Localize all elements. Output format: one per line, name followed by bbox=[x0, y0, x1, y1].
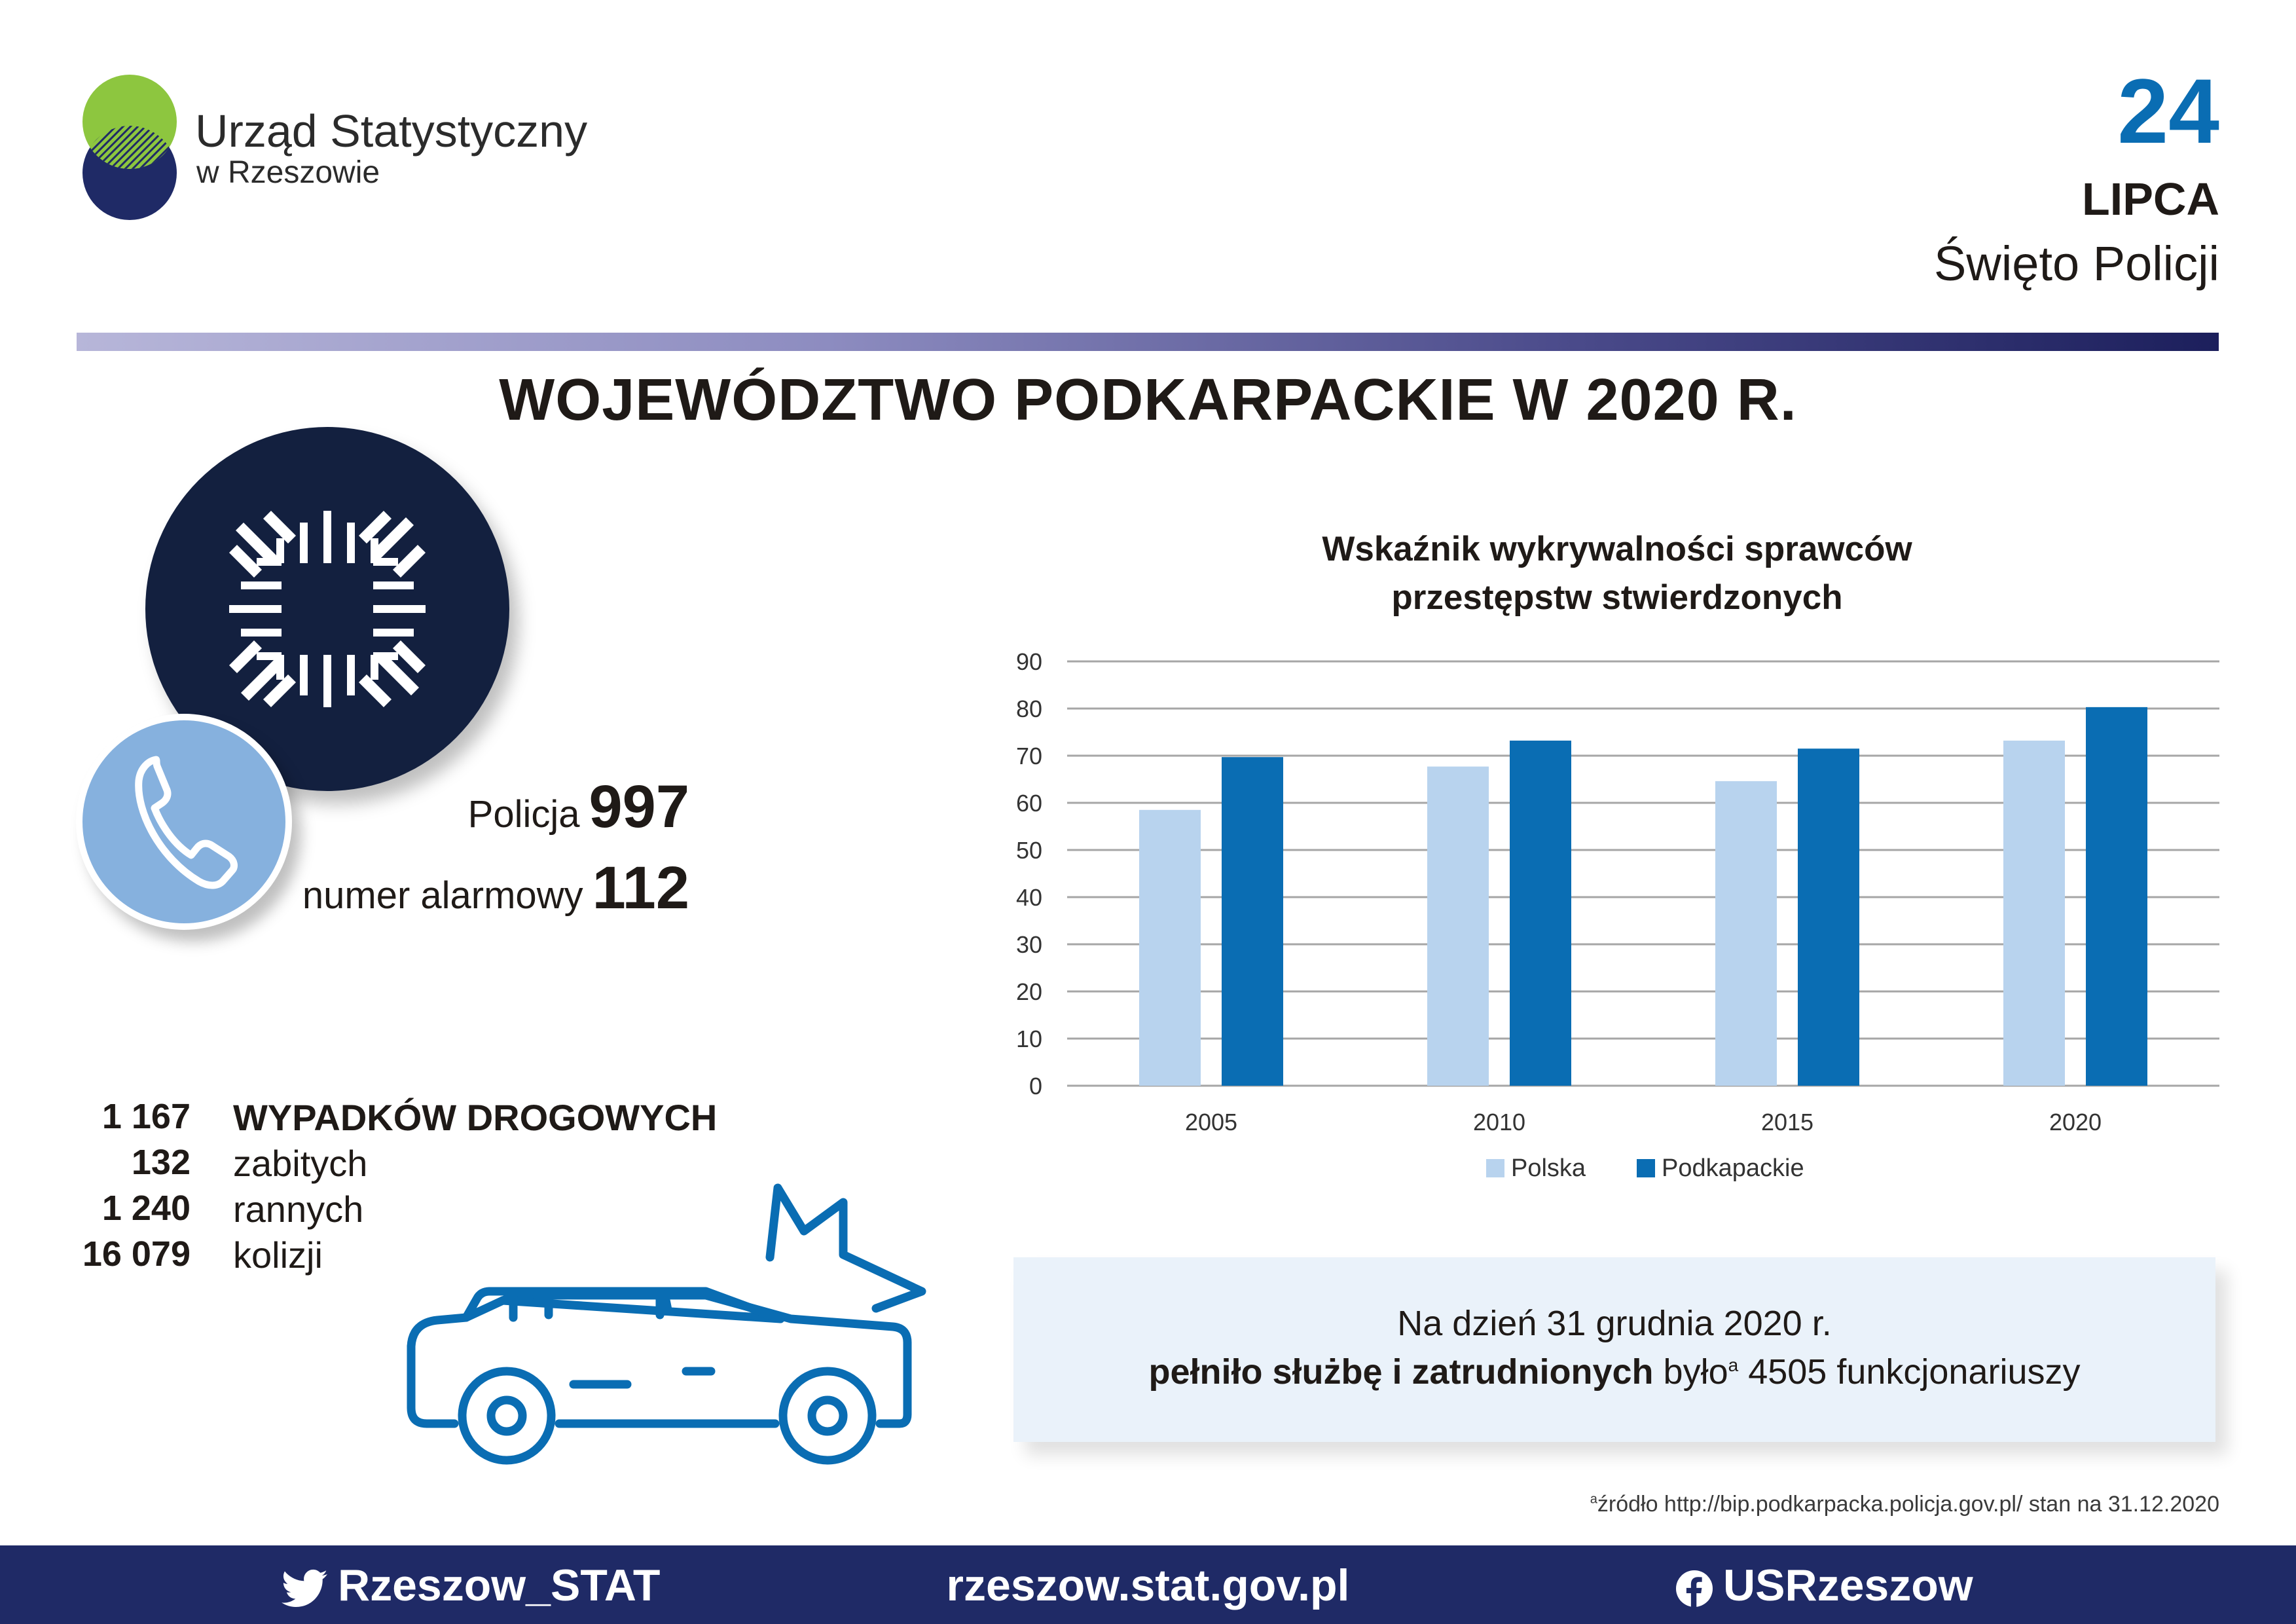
info-box bbox=[1013, 1257, 2215, 1442]
alarm-label: numer alarmowy bbox=[302, 874, 583, 917]
date-month: LIPCA bbox=[2082, 174, 2219, 225]
y-tick-label: 40 bbox=[1015, 884, 1042, 911]
legend-swatch bbox=[1486, 1159, 1504, 1177]
y-tick-label: 50 bbox=[1015, 837, 1042, 864]
twitter-handle: Rzeszow_STAT bbox=[338, 1560, 661, 1610]
stat-injured-label: rannych bbox=[233, 1189, 364, 1230]
info-mid-text: było bbox=[1653, 1352, 1728, 1392]
legend-label: Podkapackie bbox=[1662, 1154, 1804, 1182]
car-crash-icon bbox=[398, 1179, 935, 1480]
stat-killed-value: 132 bbox=[131, 1143, 191, 1182]
bar-polska bbox=[1715, 781, 1777, 1086]
stat-injured-value: 1 240 bbox=[101, 1189, 191, 1228]
chart-title-line2: przestępstw stwierdzonych bbox=[1391, 578, 1843, 617]
bar-podkarpackie bbox=[1798, 748, 1859, 1086]
y-tick-label: 20 bbox=[1015, 978, 1042, 1005]
facebook-icon bbox=[1676, 1570, 1713, 1607]
phone-badge bbox=[76, 714, 292, 930]
info-bold-text: pełniło służbę i zatrudnionych bbox=[1148, 1352, 1654, 1392]
y-tick-label: 60 bbox=[1015, 790, 1042, 817]
x-tick-label: 2010 bbox=[1472, 1109, 1526, 1135]
alarm-number: 112 bbox=[592, 855, 689, 921]
x-tick-label: 2020 bbox=[2049, 1109, 2102, 1135]
bar-chart bbox=[982, 642, 2239, 1218]
header-divider bbox=[77, 333, 2219, 351]
stat-accidents-label: WYPADKÓW DROGOWYCH bbox=[233, 1097, 718, 1138]
org-name: Urząd Statystyczny bbox=[195, 105, 588, 157]
footer-facebook-link[interactable] bbox=[1676, 1560, 1973, 1611]
bar-podkarpackie bbox=[1222, 757, 1283, 1086]
legend-swatch bbox=[1637, 1159, 1655, 1177]
y-tick-label: 90 bbox=[1015, 648, 1042, 675]
info-end-text: 4505 funkcjonariuszy bbox=[1738, 1352, 2081, 1392]
bar-podkarpackie bbox=[1510, 741, 1571, 1086]
source-footnote-mark: a bbox=[1590, 1492, 1597, 1507]
info-line1: Na dzień 31 grudnia 2020 r. bbox=[1397, 1304, 1832, 1343]
police-contact bbox=[468, 773, 689, 841]
info-line2 bbox=[1013, 1352, 2215, 1392]
legend-label: Polska bbox=[1511, 1154, 1586, 1182]
source-note bbox=[1590, 1492, 2219, 1517]
info-footnote-mark: a bbox=[1728, 1355, 1739, 1375]
x-tick-label: 2015 bbox=[1760, 1109, 1814, 1135]
stat-collisions-label: kolizji bbox=[233, 1234, 323, 1276]
y-tick-label: 10 bbox=[1015, 1025, 1042, 1052]
bar-podkarpackie bbox=[2086, 707, 2147, 1086]
stat-killed-label: zabitych bbox=[233, 1143, 368, 1184]
stat-accidents-value: 1 167 bbox=[101, 1097, 191, 1136]
x-tick-label: 2005 bbox=[1184, 1109, 1238, 1135]
facebook-handle: USRzeszow bbox=[1723, 1560, 1973, 1610]
bar-polska bbox=[2003, 741, 2065, 1086]
logo-icon bbox=[77, 75, 182, 220]
y-tick-label: 0 bbox=[1029, 1073, 1042, 1099]
y-tick-label: 30 bbox=[1015, 931, 1042, 958]
page-title: WOJEWÓDZTWO PODKARPACKIE W 2020 R. bbox=[499, 367, 1797, 433]
alarm-contact bbox=[302, 854, 689, 923]
police-label: Policja bbox=[467, 793, 580, 836]
chart-title-line1: Wskaźnik wykrywalności sprawców bbox=[1322, 530, 1912, 568]
footer-website-link[interactable]: rzeszow.stat.gov.pl bbox=[946, 1560, 1350, 1610]
bar-polska bbox=[1139, 810, 1201, 1086]
phone-icon bbox=[82, 720, 285, 923]
source-text: źródło http://bip.podkarpacka.policja.gov.pl/ stan na 31.12.2020 bbox=[1597, 1492, 2219, 1517]
bar-polska bbox=[1427, 767, 1489, 1086]
police-number: 997 bbox=[589, 773, 689, 840]
org-subtitle: w Rzeszowie bbox=[196, 155, 380, 190]
date-day: 24 bbox=[2117, 60, 2219, 162]
holiday-name: Święto Policji bbox=[1934, 236, 2219, 291]
y-tick-label: 70 bbox=[1015, 743, 1042, 769]
y-tick-label: 80 bbox=[1015, 695, 1042, 722]
stat-collisions-value: 16 079 bbox=[82, 1234, 191, 1274]
